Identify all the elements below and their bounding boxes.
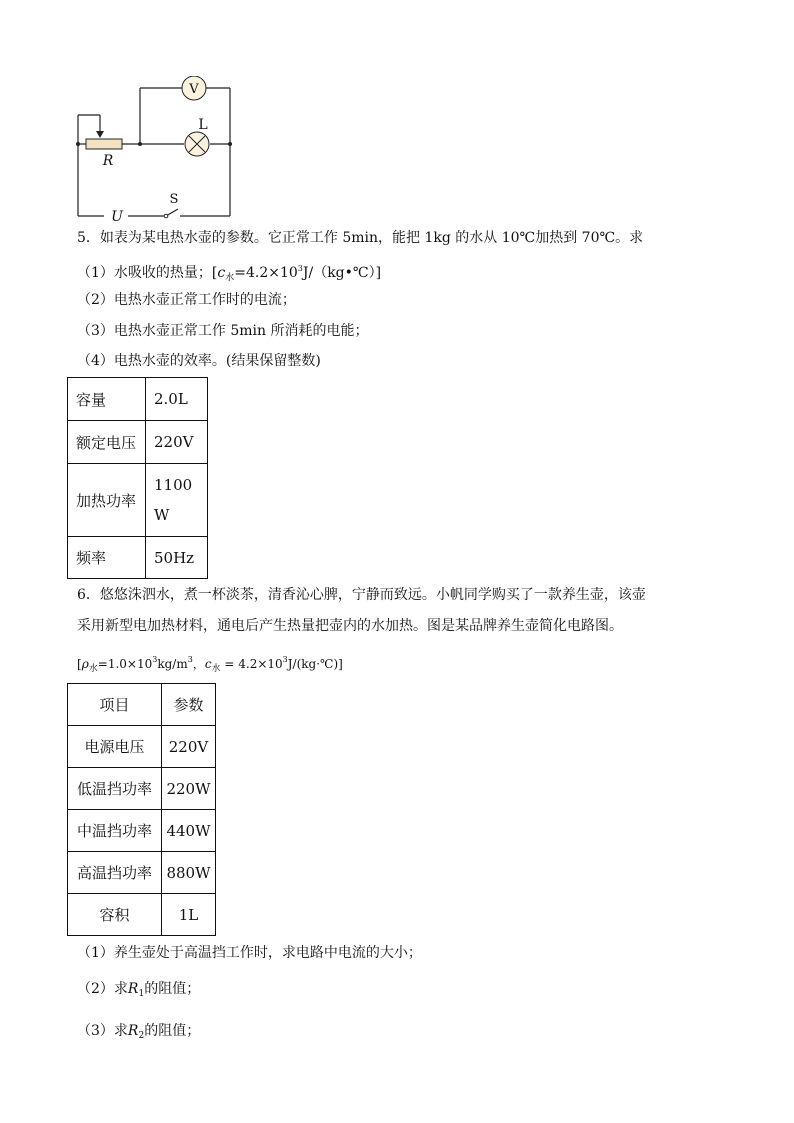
q5-sub2: （2）电热水壶正常工作时的电流； xyxy=(77,292,296,308)
junction-left xyxy=(76,142,80,146)
rheostat-body xyxy=(86,139,122,149)
q6-rho-unit-exponent: 3 xyxy=(187,655,193,664)
q6-formula-comma: ， xyxy=(192,657,205,671)
table-row xyxy=(68,464,208,537)
q5-c-subscript: 水 xyxy=(225,273,235,283)
table-cell: 低温挡功率 xyxy=(68,768,162,810)
table-cell: 50Hz xyxy=(146,537,208,579)
q6-c-subscript: 水 xyxy=(211,664,221,674)
q6-c-unit: J/(kg·℃)] xyxy=(287,657,343,671)
q5-sub3: （3）电热水壶正常工作 5min 所消耗的电能； xyxy=(77,323,369,339)
table-cell: 220W xyxy=(162,768,216,810)
q6-sub2-tail: 的阻值； xyxy=(144,981,201,997)
table-row xyxy=(68,810,216,852)
q6-c-value: = 4.2×10 xyxy=(220,657,283,671)
q6-sub3-tail: 的阻值； xyxy=(144,1023,201,1039)
rheostat-slider-arrow xyxy=(96,131,104,138)
table-header-cell: 项目 xyxy=(68,684,162,726)
rheostat-label: R xyxy=(102,153,114,169)
table-cell-line: 1100 xyxy=(154,476,193,494)
table-row xyxy=(68,852,216,894)
q6-sub2 xyxy=(77,979,200,1004)
table-row xyxy=(68,537,208,579)
table-row xyxy=(68,378,208,421)
q6-para-line1: 6．悠悠洙泗水，煮一杯淡茶，清香沁心脾，宁静而致远。小帆同学购买了一款养生壶，该壶 xyxy=(77,587,646,603)
table-row xyxy=(68,894,216,936)
q5-c-unit: J/（kg•℃）] xyxy=(302,265,382,281)
voltmeter-label: V xyxy=(189,82,199,97)
table-cell: 容积 xyxy=(68,894,162,936)
q6-sub3 xyxy=(77,1021,200,1046)
table-row xyxy=(68,768,216,810)
q6-sub2-text: （2）求 xyxy=(77,981,128,997)
circuit-diagram xyxy=(70,76,240,222)
q6-rho-unit: kg/m xyxy=(157,657,188,671)
table-cell: 容量 xyxy=(68,378,146,421)
table-cell xyxy=(146,464,208,537)
q6-rho-symbol: ρ xyxy=(81,657,89,671)
q6-R2-subscript: 2 xyxy=(138,1031,145,1041)
switch-contact xyxy=(164,214,168,218)
switch-label: S xyxy=(169,192,179,207)
source-label: U xyxy=(111,209,123,222)
q5-c-symbol: c xyxy=(217,265,226,281)
q5-sub1-text: （1）水吸收的热量；[ xyxy=(77,265,218,281)
table-cell: 1L xyxy=(162,894,216,936)
table-cell-line: W xyxy=(154,506,170,524)
table-cell: 880W xyxy=(162,852,216,894)
q6-rho-subscript: 水 xyxy=(88,664,98,674)
q6-rho-value: =1.0×10 xyxy=(97,657,153,671)
q6-R1-symbol: R xyxy=(127,981,139,997)
q5-c-exponent: 3 xyxy=(297,264,303,273)
q6-formula xyxy=(77,650,343,679)
table-cell: 电源电压 xyxy=(68,726,162,768)
q6-formula-open: [ xyxy=(77,657,82,671)
table-cell: 440W xyxy=(162,810,216,852)
table-cell: 220V xyxy=(162,726,216,768)
q6-c-symbol: c xyxy=(204,657,212,671)
q6-R1-subscript: 1 xyxy=(138,989,145,999)
lamp-label: L xyxy=(198,117,208,133)
table-cell: 频率 xyxy=(68,537,146,579)
junction-mid xyxy=(138,142,142,146)
table-cell: 2.0L xyxy=(146,378,208,421)
table-header-row xyxy=(68,684,216,726)
q6-para-line2: 采用新型电加热材料，通电后产生热量把壶内的水加热。图是某品牌养生壶简化电路图。 xyxy=(77,618,623,634)
q5-stem: 5．如表为某电热水壶的参数。它正常工作 5min，能把 1kg 的水从 10℃加热到 70℃。求 xyxy=(77,230,644,246)
q6-c-exponent: 3 xyxy=(282,655,288,664)
q5-c-value: =4.2×10 xyxy=(234,265,298,281)
q6-R2-symbol: R xyxy=(127,1023,139,1039)
table-cell: 中温挡功率 xyxy=(68,810,162,852)
table-cell: 220V xyxy=(146,421,208,464)
junction-right xyxy=(228,142,232,146)
q5-sub4: （4）电热水壶的效率。(结果保留整数) xyxy=(77,353,321,369)
health-pot-params-table xyxy=(67,683,216,936)
table-cell: 额定电压 xyxy=(68,421,146,464)
q5-sub1 xyxy=(77,259,381,288)
table-cell: 加热功率 xyxy=(68,464,146,537)
table-header-cell: 参数 xyxy=(162,684,216,726)
table-cell: 高温挡功率 xyxy=(68,852,162,894)
kettle-params-table xyxy=(67,377,208,579)
q6-sub3-text: （3）求 xyxy=(77,1023,128,1039)
table-row xyxy=(68,421,208,464)
q6-rho-exponent: 3 xyxy=(152,655,158,664)
table-row xyxy=(68,726,216,768)
q6-sub1: （1）养生壶处于高温挡工作时，求电路中电流的大小； xyxy=(77,945,422,961)
